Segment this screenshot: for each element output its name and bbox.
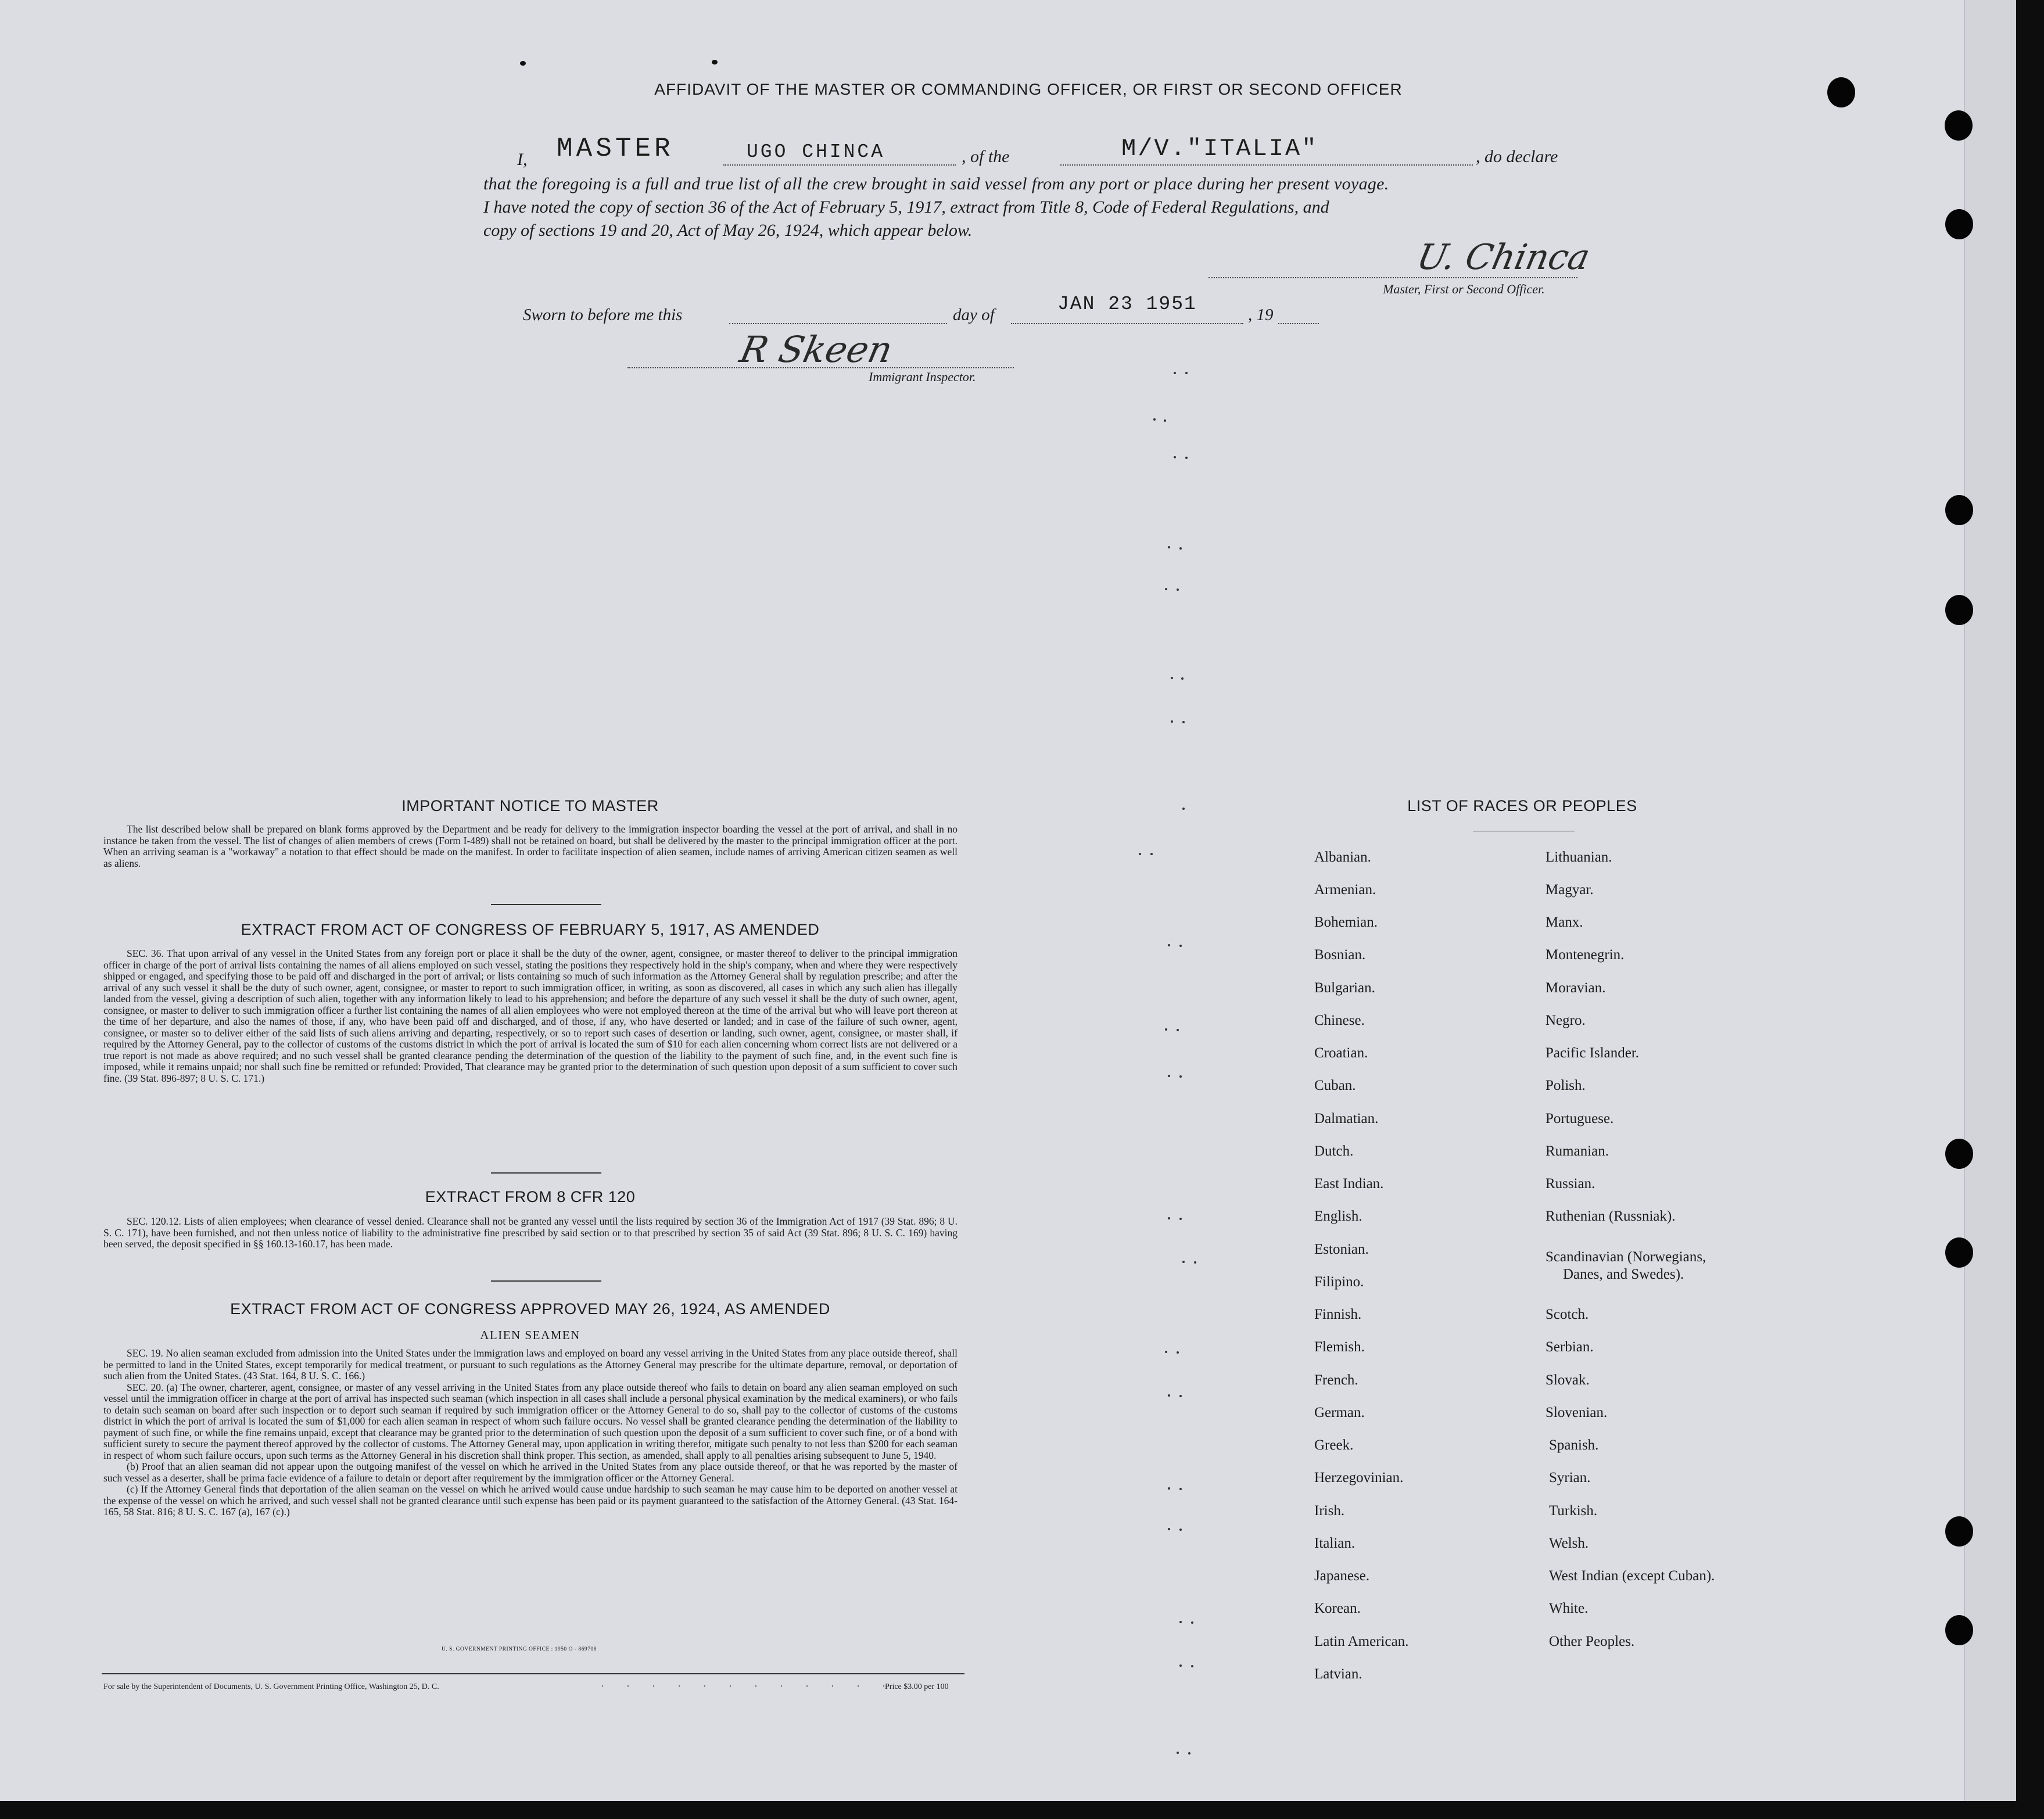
year-prefix: , 19 bbox=[1248, 306, 1274, 324]
race-item: Italian. bbox=[1314, 1535, 1356, 1551]
race-item: White. bbox=[1549, 1601, 1588, 1616]
name-line bbox=[723, 164, 956, 166]
master-signature: U. Chinca bbox=[1413, 237, 1594, 278]
race-item: Chinese. bbox=[1314, 1013, 1365, 1028]
sworn-month-line bbox=[1011, 323, 1243, 324]
binder-hole bbox=[1945, 209, 1973, 239]
vessel-name: M/V."ITALIA" bbox=[1121, 135, 1318, 163]
race-item: Welsh. bbox=[1549, 1535, 1589, 1551]
race-item: English. bbox=[1314, 1208, 1362, 1224]
race-item: Dalmatian. bbox=[1314, 1111, 1379, 1126]
race-item: Dutch. bbox=[1314, 1143, 1354, 1159]
sworn-text: Sworn to before me this bbox=[523, 306, 683, 324]
race-item: Korean. bbox=[1314, 1601, 1361, 1616]
race-item: East Indian. bbox=[1314, 1176, 1384, 1192]
divider bbox=[491, 1172, 601, 1174]
race-item: Portuguese. bbox=[1545, 1111, 1614, 1126]
binder-hole bbox=[1945, 495, 1973, 525]
race-item: Manx. bbox=[1545, 914, 1583, 930]
ink-speck bbox=[712, 60, 718, 64]
inspector-caption: Immigrant Inspector. bbox=[869, 369, 976, 384]
declaration-line-3: I have noted the copy of section 36 of the Act of February 5, 1917, extract from Title 8, Code of Federal Regulations, and bbox=[483, 198, 1329, 217]
race-item: Russian. bbox=[1545, 1176, 1595, 1192]
day-of-text: day of bbox=[953, 306, 995, 324]
extract-cfr-title: EXTRACT FROM 8 CFR 120 bbox=[425, 1188, 636, 1206]
master-name: UGO CHINCA bbox=[747, 141, 885, 163]
extract-1917-body bbox=[103, 948, 958, 1084]
race-item: Rumanian. bbox=[1545, 1143, 1609, 1159]
inspector-signature: R Skeen bbox=[736, 328, 897, 371]
race-item: Croatian. bbox=[1314, 1045, 1368, 1061]
race-item: Cuban. bbox=[1314, 1078, 1356, 1093]
master-rank: MASTER bbox=[557, 134, 674, 164]
signature-caption: Master, First or Second Officer. bbox=[1383, 282, 1545, 296]
race-item: Magyar. bbox=[1545, 882, 1594, 898]
alien-seamen-subtitle: ALIEN SEAMEN bbox=[480, 1328, 580, 1342]
extract-cfr-body bbox=[103, 1216, 958, 1250]
declaration-line-4: copy of sections 19 and 20, Act of May 26, 1924, which appear below. bbox=[483, 221, 973, 240]
year-line bbox=[1278, 323, 1319, 324]
notice-title: IMPORTANT NOTICE TO MASTER bbox=[401, 797, 659, 815]
race-item: Scotch. bbox=[1545, 1307, 1589, 1322]
sec-19-paragraph: SEC. 19. No alien seaman excluded from admission into the United States under the immigration laws and employed on board any vessel arriving in the United States from any place outside thereof, shall be permitted to land in the United States, except temporarily for medical treatment, or pursuant to such regulations as the Attorney General may prescribe for the ultimate departure, removal, or deportation of such alien from the United States. (43 Stat. 164, 8 U. S. C. 166.) bbox=[103, 1347, 958, 1382]
race-item: Lithuanian. bbox=[1545, 849, 1612, 865]
gpo-line: U. S. GOVERNMENT PRINTING OFFICE : 1950 O - 869708 bbox=[442, 1646, 597, 1652]
race-item: Armenian. bbox=[1314, 882, 1376, 898]
binder-hole bbox=[1945, 595, 1973, 625]
race-item: Greek. bbox=[1314, 1437, 1354, 1453]
vessel-line bbox=[1060, 164, 1473, 166]
footer-left: For sale by the Superintendent of Documents, U. S. Government Printing Office, Washington 25, D. C. bbox=[103, 1682, 439, 1691]
divider bbox=[491, 904, 601, 905]
inspector-line bbox=[627, 367, 1014, 368]
binder-hole bbox=[1945, 1139, 1973, 1169]
race-item: Bulgarian. bbox=[1314, 980, 1375, 996]
race-item: Japanese. bbox=[1314, 1568, 1370, 1584]
race-item: Serbian. bbox=[1545, 1339, 1594, 1355]
race-item: Bohemian. bbox=[1314, 914, 1378, 930]
race-item: Other Peoples. bbox=[1549, 1634, 1635, 1649]
race-item: Filipino. bbox=[1314, 1274, 1364, 1290]
race-item: Pacific Islander. bbox=[1545, 1045, 1640, 1061]
sworn-day-line bbox=[729, 323, 947, 324]
footer-dots: . . . . . . . . . . . . bbox=[601, 1679, 895, 1689]
sec-120-12-paragraph: SEC. 120.12. Lists of alien employees; when clearance of vessel denied. Clearance shall not be granted any vessel until the lists required by section 36 of the Immigration Act of 1917 (39 Stat. 896; 8 U. S. C. 171), have been furnished, and not then unless notice of liability to the administrative fine prescribed by said section or to that prescribed by section 35 of said Act (39 Stat. 896; 8 U. S. C. 169) having been served, the deposit specified in §§ 160.13-160.17, has been made. bbox=[103, 1215, 958, 1250]
race-item: Irish. bbox=[1314, 1503, 1345, 1519]
affidavit-title: AFFIDAVIT OF THE MASTER OR COMMANDING OFFICER, OR FIRST OR SECOND OFFICER bbox=[654, 80, 1403, 98]
race-item: Albanian. bbox=[1314, 849, 1371, 865]
race-item: West Indian (except Cuban). bbox=[1549, 1568, 1715, 1584]
race-item: Montenegrin. bbox=[1545, 947, 1625, 963]
extract-1924-title: EXTRACT FROM ACT OF CONGRESS APPROVED MAY 26, 1924, AS AMENDED bbox=[230, 1300, 830, 1318]
extract-1924-body bbox=[103, 1348, 958, 1518]
race-item: Latin American. bbox=[1314, 1634, 1409, 1649]
footer-rule bbox=[102, 1673, 964, 1674]
race-item: German. bbox=[1314, 1405, 1365, 1420]
race-item: Syrian. bbox=[1549, 1470, 1591, 1486]
signature-line bbox=[1209, 277, 1577, 278]
extract-1917-title: EXTRACT FROM ACT OF CONGRESS OF FEBRUARY 5, 1917, AS AMENDED bbox=[241, 921, 820, 938]
notice-body bbox=[103, 824, 958, 869]
sec-36-paragraph: SEC. 36. That upon arrival of any vessel in the United States from any foreign port or place it shall be the duty of the owner, agent, consignee, or master thereof to deliver to the principal immigration officer in charge of the port of arrival lists containing the names of all aliens employed on such vessel, stating the positions they respectively hold in the ship's company, when and where they were respectively shipped or engaged, and specifying those to be paid off and discharged in the port of arrival; or lists containing so much of such information as the Attorney General shall by regulation prescribe; and after the arrival of any such vessel it shall be the duty of such owner, agent, consignee, or master to report to such immigration officer, in writing, as soon as discovered, all cases in which any such alien has illegally landed from the vessel, giving a description of such alien, together with any information likely to lead to his apprehension; and before the departure of any such vessel it shall be the duty of such owner, agent, consignee, or master to deliver to such immigration officer a further list containing the names of all alien employees who were not employed thereon at the time of the arrival but who will leave port thereon at the time of her departure, and also the names of those, if any, who have been paid off and discharged, and of those, if any, who have deserted or landed; and in case of the failure of such owner, agent, consignee, or master so to deliver either of the said lists of such aliens arriving and departing, respectively, or so to report such cases of desertion or landing, such owner, agent, consignee, or master shall, if required by the Attorney General, pay to the collector of customs of the customs district in which the port of arrival is located the sum of $10 for each alien concerning whom correct lists are not delivered or a true report is not made as above required; and no such vessel shall be granted clearance pending the determination of the question of the liability to the payment of such fine, and, in the event such fine is imposed, while it remains unpaid; nor shall such fine be remitted or refunded: Provided, That clearance may be granted prior to the determination of such question upon deposit of a sum sufficient to cover such fine. (39 Stat. 896-897; 8 U. S. C. 171.) bbox=[103, 948, 958, 1084]
binder-hole bbox=[1945, 1516, 1973, 1547]
divider bbox=[491, 1280, 601, 1282]
declaration-line-2: that the foregoing is a full and true list of all the crew brought in said vessel from any port or place during her present voyage. bbox=[483, 174, 1389, 193]
race-item: Finnish. bbox=[1314, 1307, 1362, 1322]
race-item: Negro. bbox=[1545, 1013, 1586, 1028]
race-item: Scandinavian (Norwegians, bbox=[1545, 1249, 1706, 1265]
race-item: Bosnian. bbox=[1314, 947, 1366, 963]
notice-paragraph: The list described below shall be prepared on blank forms approved by the Department and be ready for delivery to the immigration inspector boarding the vessel at the port of arrival, and shall in no instance be taken from the vessel. The list of changes of alien members of crews (Form I-489) shall not be retained on board, but shall be delivered by the master to the principal immigration officer at the port. When an arriving seaman is a "workaway" a notation to that effect should be made on the manifest. In order to facilitate inspection of alien seamen, include names of arriving American citizen seamen as well as aliens. bbox=[103, 823, 958, 869]
declaration-i: I, bbox=[517, 150, 528, 169]
race-item: Spanish. bbox=[1549, 1437, 1599, 1453]
race-item: Danes, and Swedes). bbox=[1563, 1267, 1684, 1282]
binder-hole bbox=[1945, 1237, 1973, 1268]
race-item: Estonian. bbox=[1314, 1242, 1369, 1257]
race-item: Slovak. bbox=[1545, 1372, 1590, 1388]
race-item: Ruthenian (Russniak). bbox=[1545, 1208, 1676, 1224]
date-stamp: JAN 23 1951 bbox=[1057, 293, 1197, 315]
race-item: Slovenian. bbox=[1545, 1405, 1608, 1420]
footer-right: Price $3.00 per 100 bbox=[885, 1682, 949, 1691]
binder-hole bbox=[1945, 1615, 1973, 1645]
do-declare-text: , do declare bbox=[1476, 147, 1558, 166]
race-item: Turkish. bbox=[1549, 1503, 1598, 1519]
sec-20a-paragraph: SEC. 20. (a) The owner, charterer, agent, consignee, or master of any vessel arriving in the United States from any place outside thereof who fails to detain on board any alien seaman employed on such vessel until the immigration officer in charge at the port of arrival has inspected such seaman (which inspection in all cases shall include a personal physical examination by the medical examiners), or who fails to detain such seaman on board after such inspection or to deport such seaman if required by such immigration officer or the Attorney General to do so, shall pay to the collector of customs of the customs district in which the port of arrival is located the sum of $1,000 for each alien seaman in respect of whom such failure occurs. No vessel shall be granted clearance pending the determination of the liability to payment of such fine, or while the fine remains unpaid, except that clearance may be granted prior to the determination of such question upon the deposit of a sum sufficient to cover such fine, or of a bond with sufficient surety to secure the payment thereof approved by the collector of customs. The Attorney General may, upon application in writing therefor, mitigate such penalty to not less than $200 for each seaman in respect of whom such failure occurs, upon such terms as the Attorney General in his discretion shall think proper. This section, as amended, shall apply to all penalties arising subsequent to June 5, 1940. bbox=[103, 1381, 958, 1461]
binder-hole bbox=[1945, 110, 1973, 141]
sec-20c-paragraph: (c) If the Attorney General finds that deportation of the alien seaman on the vessel on which he arrived would cause undue hardship to such seaman he may cause him to be deported on another vessel at the expense of the vessel on which he arrived, and such vessel shall not be granted clearance until such expense has been paid or its payment guaranteed to the satisfaction of the Attorney General. (43 Stat. 164-165, 58 Stat. 816; 8 U. S. C. 167 (a), 167 (c).) bbox=[103, 1483, 958, 1517]
race-item: Moravian. bbox=[1545, 980, 1606, 996]
races-title: LIST OF RACES OR PEOPLES bbox=[1407, 797, 1637, 815]
of-the-text: , of the bbox=[962, 147, 1010, 166]
race-item: Herzegovinian. bbox=[1314, 1470, 1404, 1486]
race-item: French. bbox=[1314, 1372, 1358, 1388]
ink-speck bbox=[520, 61, 526, 66]
race-item: Flemish. bbox=[1314, 1339, 1365, 1355]
race-item: Latvian. bbox=[1314, 1666, 1362, 1682]
race-item: Polish. bbox=[1545, 1078, 1586, 1093]
sec-20b-paragraph: (b) Proof that an alien seaman did not appear upon the outgoing manifest of the vessel on which he arrived in the United States from any place outside thereof, or that he was reported by the master of such vessel as a deserter, shall be prima facie evidence of a failure to detain or deport after requirement by the immigration officer or the Attorney General. bbox=[103, 1461, 958, 1484]
